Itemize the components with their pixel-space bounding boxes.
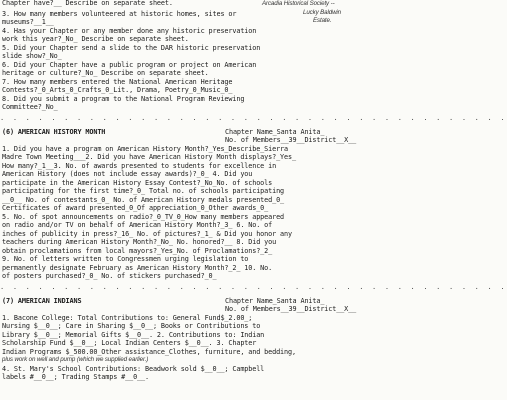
section7-chapter-name: Chapter Name_Santa Anita_: [225, 297, 325, 305]
line-s6-13: 9. No. of letters written to Congressmen urging legislation to: [2, 255, 249, 263]
line-top-7: 6. Did your Chapter have a public program or project on American: [2, 61, 257, 69]
line-s6-2: How many?_1__3. No. of awards presented to students for excellence in: [2, 162, 277, 170]
line-s6-8: 5. No. of spot announcements on radio?_0_TV_0_How many members appeared: [2, 213, 285, 221]
line-s7-2: Library $__0__; Memorial Gifts $__0__. 2. Contributions to: Indian: [2, 331, 265, 339]
line-s6-12: obtain proclamations from local mayors?_Yes_No. of Proclamations?_2_: [2, 247, 273, 255]
line-s6-3: American History (does not include essay awards)?_0_ 4. Did you: [2, 170, 253, 178]
line-s6-6: __0__ No. of contestants_0_ No. of American History medals presented_0_: [2, 196, 285, 204]
handwritten-note-1: Arcadia Historical Society --: [262, 0, 335, 7]
line-top-11: 8. Did you submit a program to the National Program Reviewing: [2, 95, 245, 103]
line-top-1: 3. How many members volunteered at historic homes, sites or: [2, 10, 237, 18]
line-s6-7: Certificates of award presented_0_Of appreciation_0_Other awards_0_: [2, 204, 269, 212]
line-s7-0: 1. Bacone College: Total Contributions to: General Fund$_2.00_;: [2, 314, 253, 322]
line-top-4: work this year?_No_ Describe on separate sheet.: [2, 35, 189, 43]
line-s7-3: Scholarship Fund $__0__; Local Indian Centers $__0__. 3. Chapter: [2, 339, 257, 347]
dotted-divider: . . . . . . . . . . . . . . . . . . . . . . . . . . . . . . . . . . . . . . . .: [0, 283, 507, 291]
line-s7-4: Indian Programs $_500.00_Other assistance_Clothes, furniture, and bedding,: [2, 348, 296, 356]
line-s6-11: teachers during American History Month?_No_ No. honored?__ 8. Did you: [2, 238, 277, 246]
line-s6-5: participating for the first time?_0_ Total no. of schools participating: [2, 187, 285, 195]
handwritten-note-3: Estate.: [313, 17, 332, 24]
line-top-3: 4. Has your Chapter or any member done any historic preservation: [2, 27, 257, 35]
section7-heading: (7) AMERICAN INDIANS: [2, 297, 82, 305]
line-s6-14: permanently designate February as American History Month?_2_ 10. No.: [2, 264, 273, 272]
dotted-divider: . . . . . . . . . . . . . . . . . . . . . . . . . . . . . . . . . . . . . . . .: [0, 114, 507, 122]
line-s6-1: Madre Town Meeting___2. Did you have American History Month displays?_Yes_: [2, 153, 296, 161]
section6-heading: (6) AMERICAN HISTORY MONTH: [2, 128, 106, 136]
line-s6-4: participate in the American History Essay Contest?_No_No. of schools: [2, 179, 273, 187]
line-top-5: 5. Did your Chapter send a slide to the DAR historic preservation: [2, 44, 261, 52]
line-s7-1: Nursing $__0__; Care in Sharing $__0__; Books or Contributions to: [2, 322, 261, 330]
section6-members: No. of Members__39__District__X__: [225, 136, 357, 144]
section7-members: No. of Members__39__District__X__: [225, 305, 357, 313]
line-top-9: 7. How many members entered the National American Heritage: [2, 78, 233, 86]
line-s7-7: labels #__0__; Trading Stamps #__0__.: [2, 373, 149, 381]
line-top-6: slide show?_No_: [2, 52, 62, 60]
line-s6-15: of posters purchased?_0_ No. of stickers purchased?_0_: [2, 272, 217, 280]
line-s6-10: inches of publicity in press?_16_ No. of pictures?_1_ & Did you honor any: [2, 230, 292, 238]
line-s7-6: 4. St. Mary's School Contributions: Beadwork sold $__0__; Campbell: [2, 365, 265, 373]
line-top-8: heritage or culture?_No_ Describe on separate sheet.: [2, 69, 209, 77]
line-s6-0: 1. Did you have a program on American History Month?_Yes_Describe_Sierra: [2, 145, 288, 153]
section6-chapter-name: Chapter Name_Santa Anita_: [225, 128, 325, 136]
line-top-2: museums?__1__: [2, 18, 54, 26]
handwritten-note-2: Lucky Baldwin: [303, 9, 341, 16]
line-s6-9: on radio and/or TV on behalf of American History Month?_3_ 6. No. of: [2, 221, 273, 229]
line-top-12: Committee?_No_: [2, 103, 58, 111]
line-top-0: Chapter have?__ Describe on separate sheet.: [2, 0, 173, 7]
line-s7-5: plus work on well and pump (which we supplied earlier.): [2, 356, 149, 363]
line-top-10: Contests?_0_Arts_0_Crafts_0_Lit., Drama, Poetry_0_Music_0_: [2, 86, 233, 94]
